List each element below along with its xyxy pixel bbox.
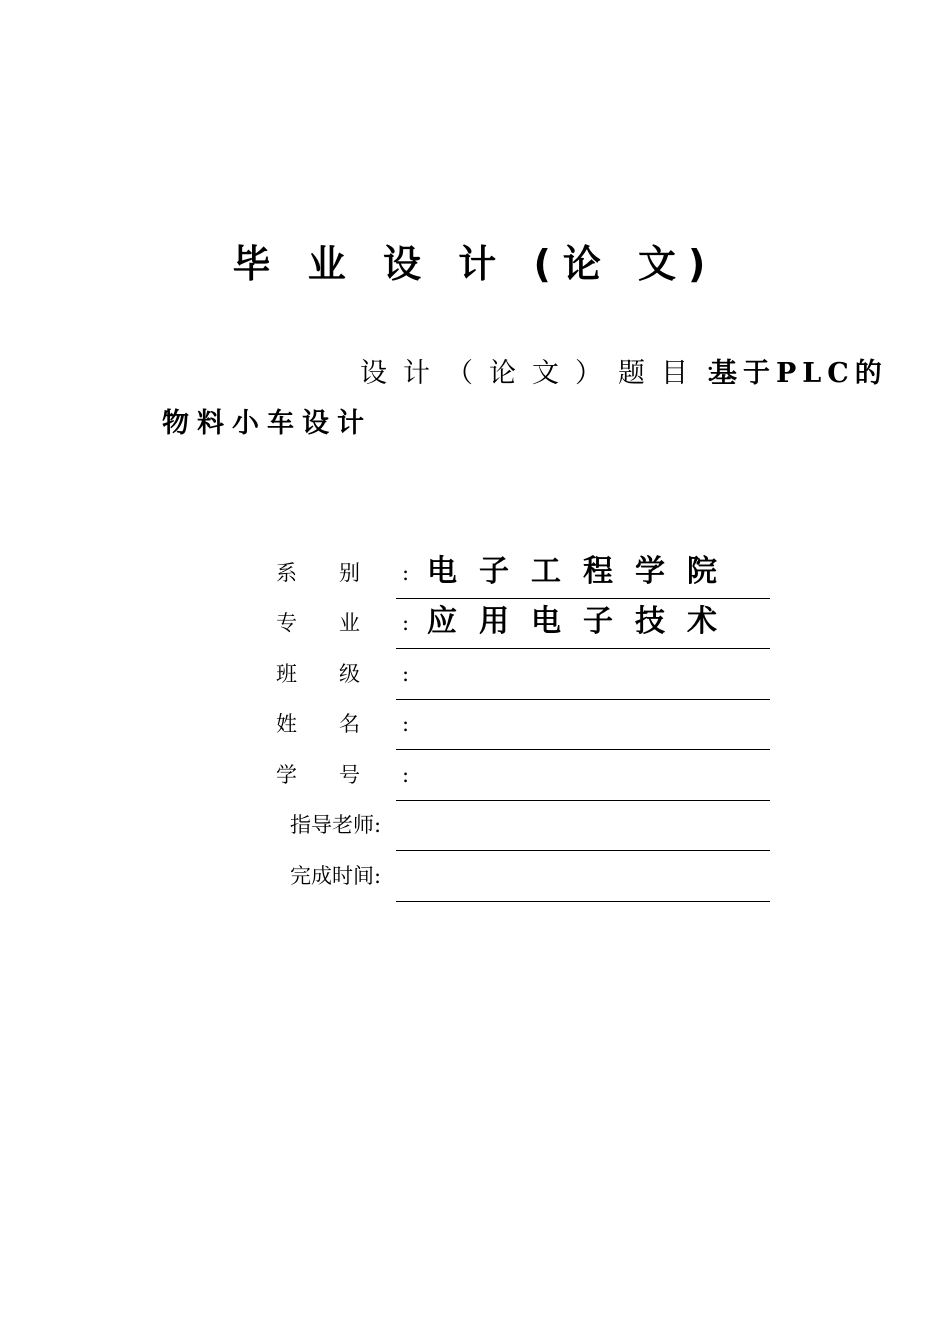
completion-time-row [276,851,776,901]
topic-title-part1: 基于PLC的 [710,358,888,389]
class-row [276,649,776,699]
department-row [276,548,776,598]
name-label: 姓名: [276,712,452,736]
major-field[interactable]: 应用电子技术 [396,598,770,649]
thesis-title: 毕 业 设 计 (论 文) [232,242,718,286]
department-label: 系别: [276,561,452,585]
student-id-row [276,750,776,800]
completion-time-label: 完成时间: [290,864,382,888]
topic-label: 设计（论文）题目： [360,358,747,389]
completion-time-field[interactable] [396,851,770,902]
name-field[interactable] [396,699,770,750]
topic-title-part2: 物料小车设计 [162,408,372,439]
advisor-field[interactable] [396,800,770,851]
student-id-field[interactable] [396,750,770,801]
student-id-label: 学号: [276,763,452,787]
advisor-row [276,800,776,850]
department-field[interactable]: 电子工程学院 [396,548,770,599]
major-row [276,598,776,648]
topic-line [360,354,888,394]
name-row [276,699,776,749]
class-field[interactable] [396,649,770,700]
advisor-label: 指导老师: [290,813,382,837]
class-label: 班级: [276,662,452,686]
major-label: 专业: [276,611,452,635]
